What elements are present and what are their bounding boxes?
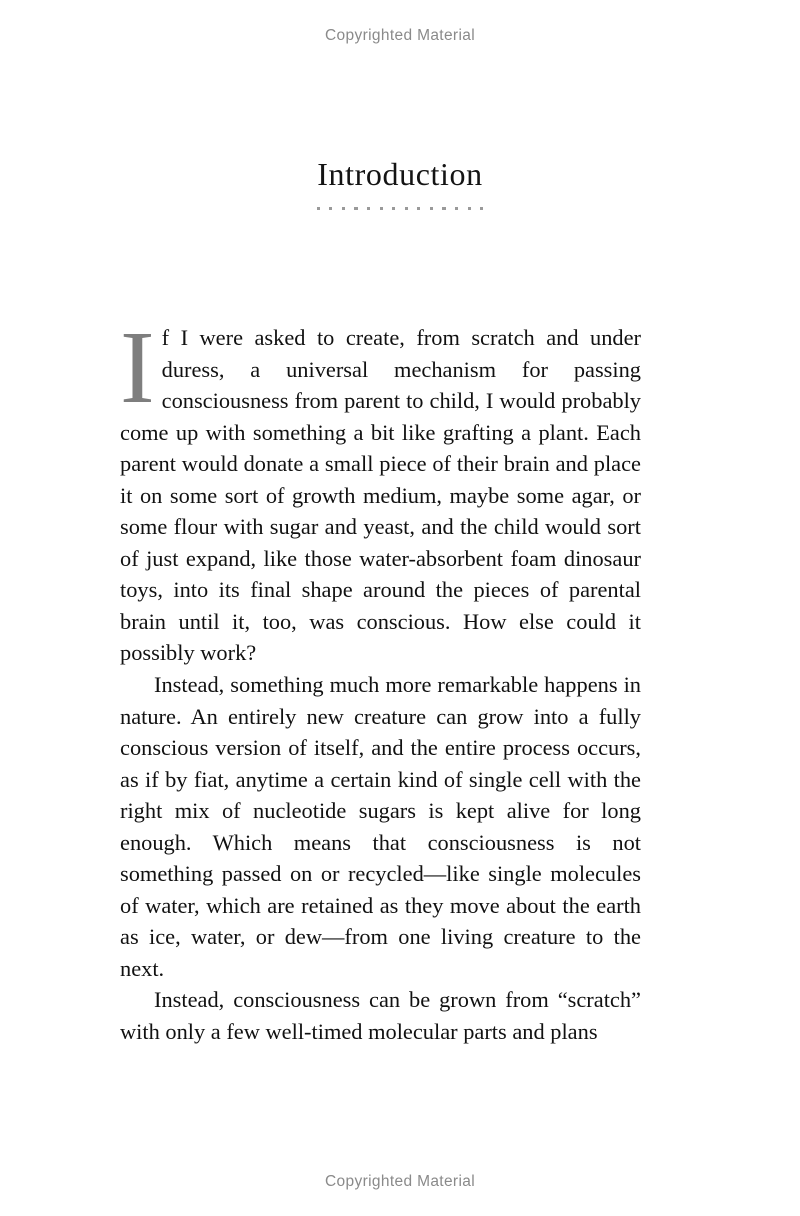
paragraph-1 — [120, 310, 641, 669]
paragraph-3: Instead, consciousness can be grown from “scratch” with only a few well-timed molecular parts and plans — [120, 987, 641, 1045]
ornament-dot — [380, 207, 383, 210]
ornament-dot — [354, 207, 357, 210]
ornament-dot — [417, 207, 420, 210]
ornament-dot — [455, 207, 458, 210]
ornament-dot — [468, 207, 471, 210]
ornament-dot — [342, 207, 345, 210]
paragraph-1-text: f I were asked to create, from scratch and under duress, a universal mechanism for passing consciousness from parent to child, I would probably come up with something a bit like grafting a plant. Each parent would donate a small piece of their brain and place it on some sort of growth medium, maybe some agar, or some flour with sugar and yeast, and the child would sort of just expand, like those water-absorbent foam dinosaur toys, into its final shape around the pieces of parental brain until it, too, was conscious. How else could it possibly work? — [120, 325, 641, 666]
page-title: Introduction — [317, 156, 483, 192]
ornament-dot — [442, 207, 445, 210]
copyright-watermark-bottom: Copyrighted Material — [324, 1173, 475, 1190]
drop-cap-letter: I — [120, 310, 155, 425]
ornament-dot — [480, 207, 483, 210]
dot-rule-ornament — [0, 206, 800, 212]
copyright-watermark-top: Copyrighted Material — [324, 27, 475, 44]
body-text-block — [120, 310, 641, 1048]
ornament-dot — [329, 207, 332, 210]
ornament-dot — [367, 207, 370, 210]
ornament-dot — [430, 207, 433, 210]
chapter-heading — [0, 158, 800, 212]
ornament-dot — [405, 207, 408, 210]
ornament-dot — [317, 207, 320, 210]
paragraph-2: Instead, something much more remarkable happens in nature. An entirely new creature can grow into a fully conscious version of itself, and the entire process occurs, as if by fiat, anytime a certain kind of single cell with the right mix of nucleotide sugars is kept alive for long enough. Which means that consciousness is not something passed on or recycled—like single molecules of water, which are retained as they move about the earth as ice, water, or dew—from one living creature to the next. — [120, 672, 641, 981]
ornament-dot — [392, 207, 395, 210]
